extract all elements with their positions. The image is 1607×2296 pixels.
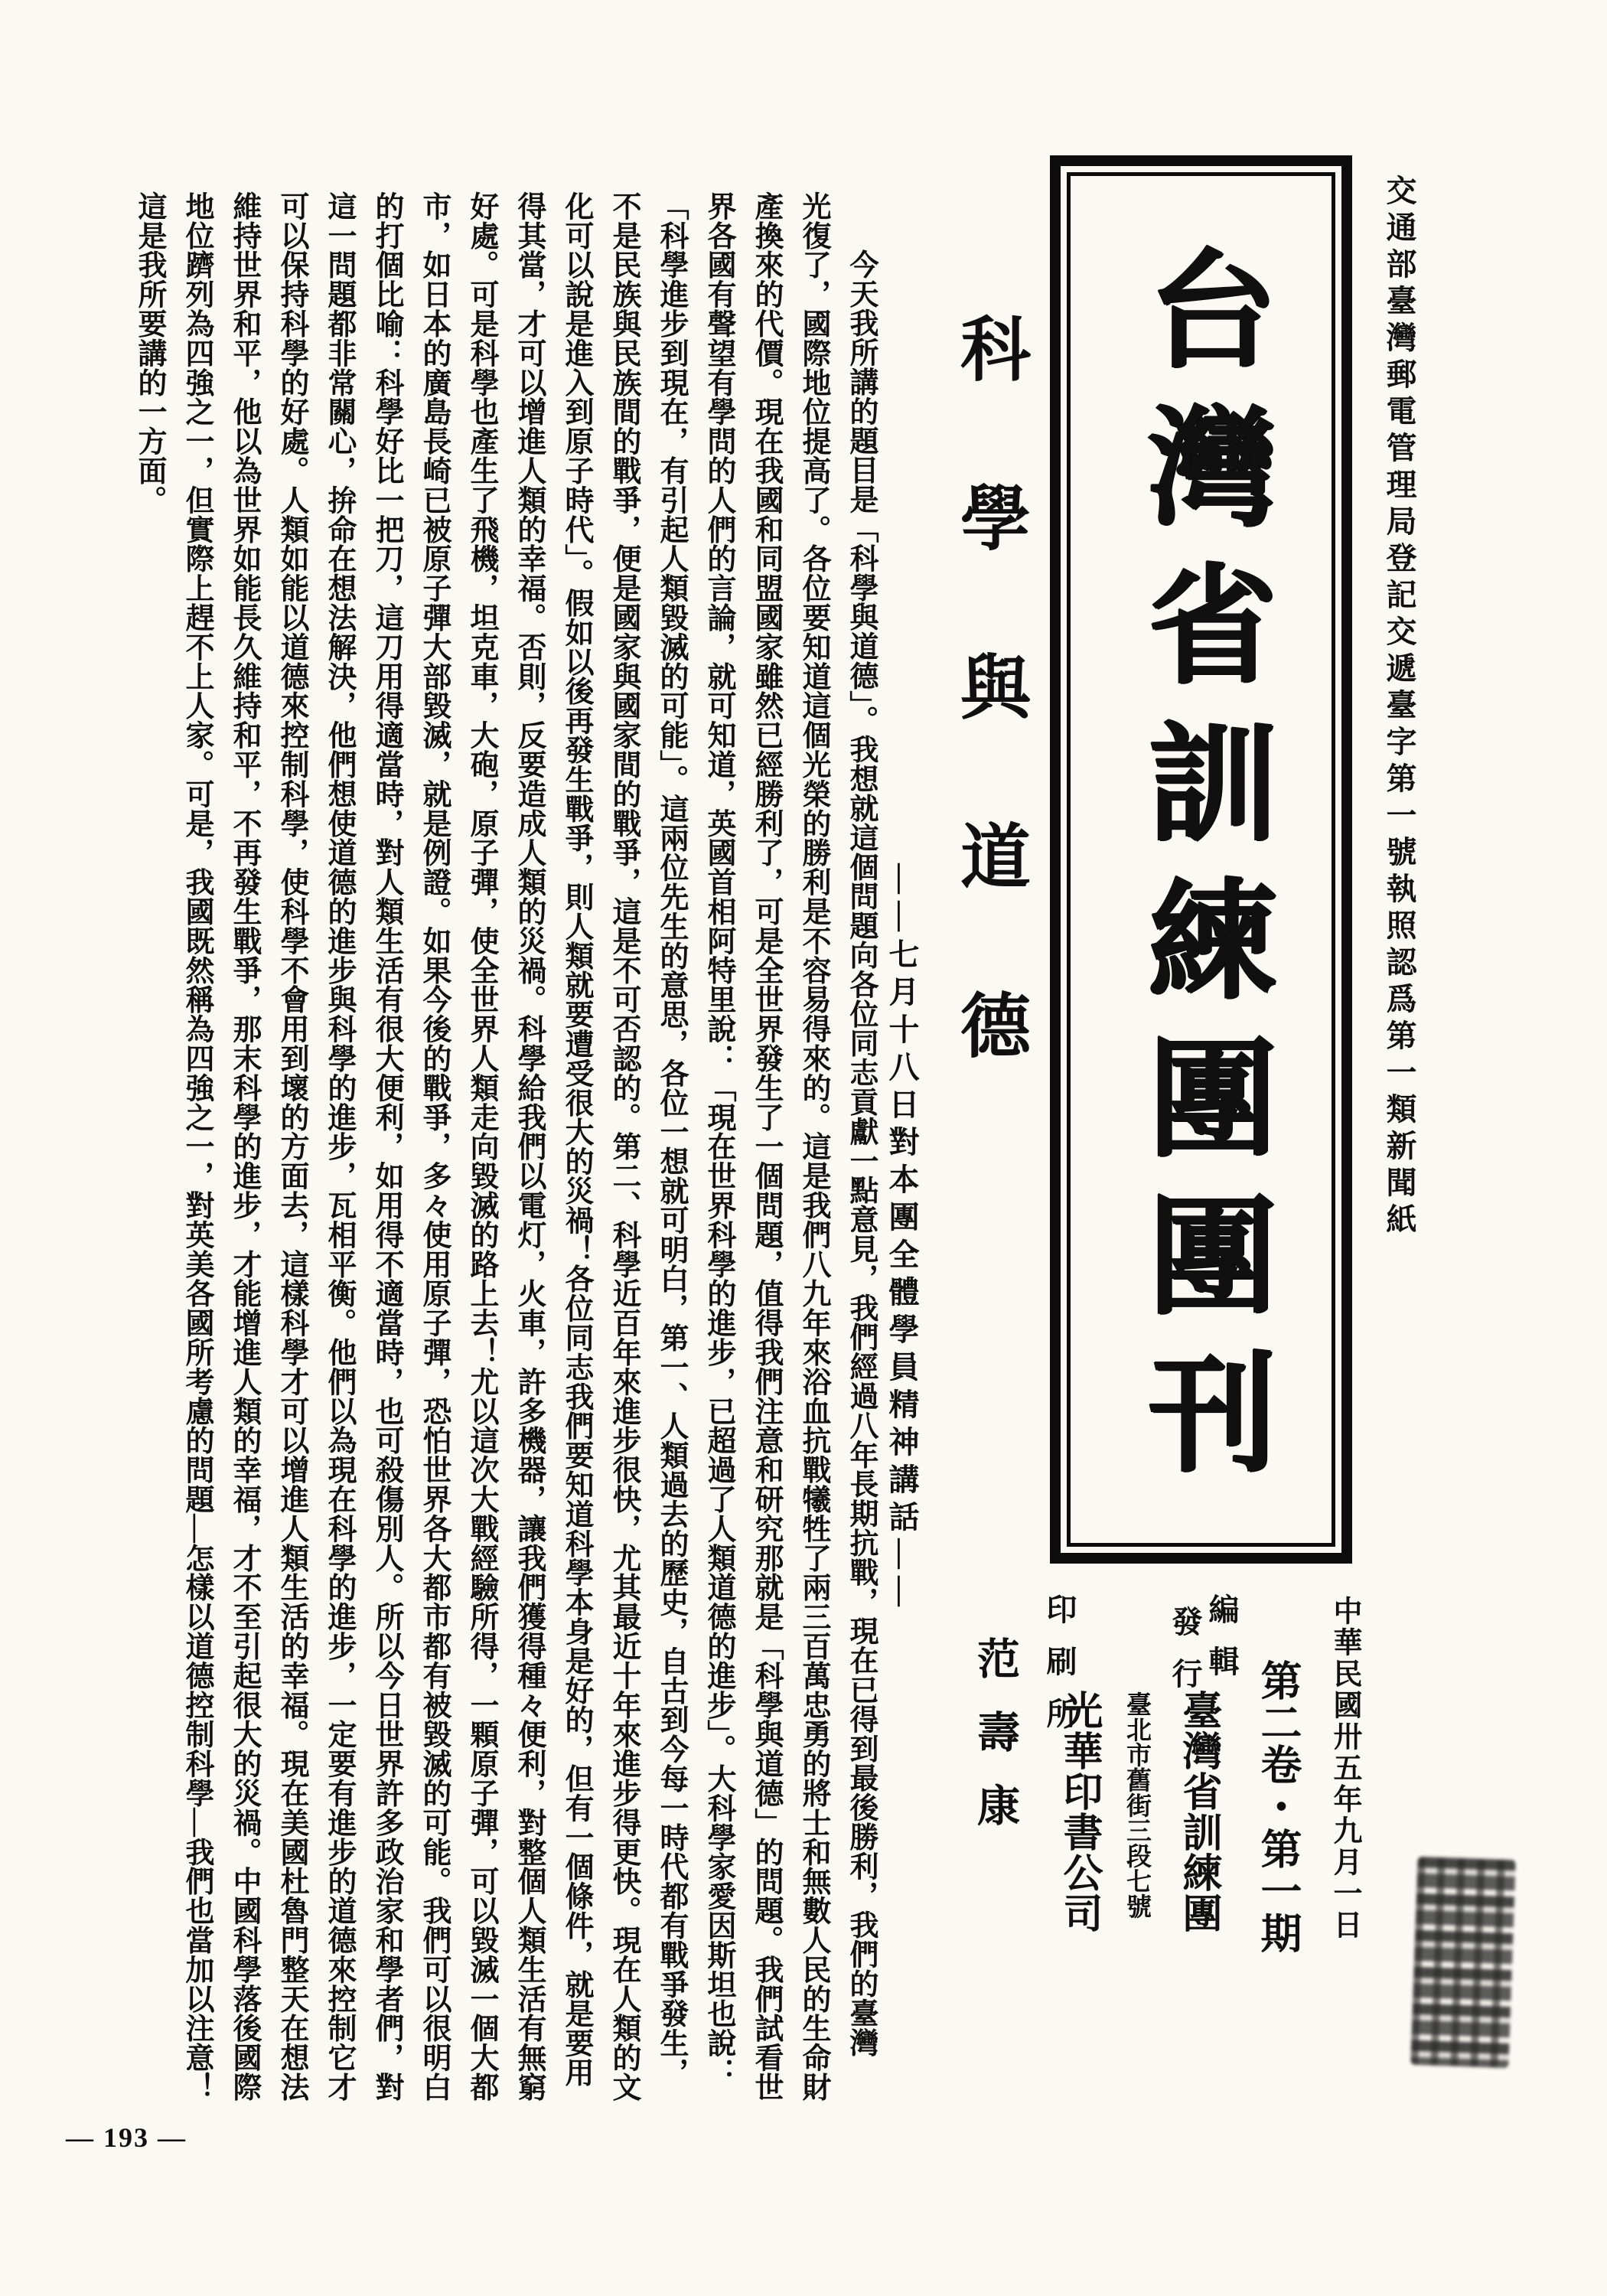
body-column-9: 好處。可是科學也產生了飛機，坦克車，大砲，原子彈，使全世界人類走向毀滅的路上去！尤以這次大戰經驗所得，一顆原子彈，可以毀滅一個大都 (465, 191, 497, 2102)
colophon-issue: 第二卷・第一期 (1255, 1659, 1301, 1954)
body-column-2: 光復了，國際地位提高了。各位要知道這個光榮的勝利是不容易得來的。這是我們八九年來浴血抗戰犧牲了兩三百萬忠勇的將士和無數人民的生命財 (797, 191, 830, 2102)
body-column-12: 這一問題都非常關心，拚命在想法解決，他們想使道德的進步與科學的進步，瓦相平衡。他們以為現在科學的進步，一定要有進步的道德來控制它才 (323, 191, 355, 2102)
body-column-3: 產換來的代價。現在我國和同盟國家雖然已經勝利了，可是全世界發生了一個問題，值得我們注意和研究那就是「科學與道德」的問題。我們試看世 (750, 191, 782, 2102)
colophon-address: 臺北市舊街三段七號 (1123, 1691, 1150, 1919)
body-column-5: 「科學進步到現在，有引起人類毀滅的可能」。這兩位先生的意思，各位一想就可明白，第一、人類過去的歷史，自古到今每一時代都有戰爭發生， (655, 191, 687, 2087)
colophon-publisher-label: 發行 (1168, 1606, 1202, 1710)
colophon-editor-label: 編輯 (1204, 1593, 1239, 1698)
body-column-6: 不是民族與民族間的戰爭，便是國家與國家間的戰爭，這是不可否認的。第二、科學近百年來進步很快，尤其最近十年來進步得更快。現在人類的文 (608, 191, 640, 2102)
masthead-box (1050, 155, 1352, 1564)
body-column-16: 這是我所要講的一方面。 (133, 191, 165, 515)
body-column-10: 市，如日本的廣島長崎已被原子彈大部毀滅，就是例證。如果今後的戰爭，多々使用原子彈，恐怕世界各大都市都有被毀滅的可能。我們可以很明白 (418, 191, 450, 2102)
body-column-14: 維持世界和平，他以為世界如能長久維持和平，不再發生戰爭，那末科學的進步，才能增進人類的幸福，才不至引起很大的災禍。中國科學落後國際 (228, 191, 260, 2102)
article-body (125, 191, 885, 2105)
colophon-date: 中華民國卅五年九月一日 (1328, 1596, 1361, 1941)
body-column-8: 得其當，才可以增進人類的幸福。否則，反要造成人類的災禍。科學給我們以電灯，火車，許多機器，讓我們獲得種々便利，對整個人類生活有無窮 (513, 191, 545, 2102)
page-number: — 193 — (66, 2122, 187, 2153)
ink-stamp (1410, 1857, 1515, 2068)
article-author: 范壽康 (971, 1636, 1019, 1857)
article-subtitle: ——七月十八日對本團全體學員精神講話—— (885, 863, 919, 1613)
colophon-printer: 光華印書公司 (1057, 1690, 1100, 1933)
body-column-1: 今天我所講的題目是「科學與道德」。我想就這個問題向各位同志貢獻一點意見，我們經過八年長期抗戰，現在已得到最後勝利，我們的臺灣 (845, 249, 877, 2057)
masthead-inner-border (1067, 172, 1335, 1547)
body-column-15: 地位躋列為四強之一，但實際上趕不上人家。可是，我國既然稱為四強之一，對英美各國所考慮的問題—怎樣以道德控制科學—我們也當加以注意！ (181, 191, 213, 2102)
postal-registration-line: 交通部臺灣郵電管理局登記交遞臺字第一號執照認爲第一類新聞紙 (1382, 174, 1416, 1240)
body-column-11: 的打個比喻：科學好比一把刀，這刀用得適當時，對人類生活有很大便利，如用得不適當時，也可殺傷別人。所以今日世界許多政治家和學者們，對 (370, 191, 403, 2102)
journal-title: 台灣省訓練團團刊 (1129, 242, 1272, 1503)
body-column-13: 可以保持科學的好處。人類如能以道德來控制科學，使科學不會用到壞的方面去，這樣科學才可以增進人類生活的幸福。現在美國杜魯門整天在想法 (275, 191, 308, 2102)
colophon-organization: 臺灣省訓練團 (1176, 1690, 1220, 1933)
body-column-4: 界各國有聲望有學問的人們的言論，就可知道，英國首相阿特里說：「現在世界科學的進步，已超過了人類道德的進步」。大科學家愛因斯坦也說： (702, 191, 735, 2087)
colophon-printer-label: 印刷所 (1042, 1593, 1077, 1750)
article-title: 科學與道德 (950, 312, 1028, 1158)
body-column-7: 化可以說是進入到原子時代」。假如以後再發生戰爭，則人類就要遭受很大的災禍！各位同志我們要知道科學本身是好的，但有一個條件，就是要用 (560, 191, 592, 2087)
